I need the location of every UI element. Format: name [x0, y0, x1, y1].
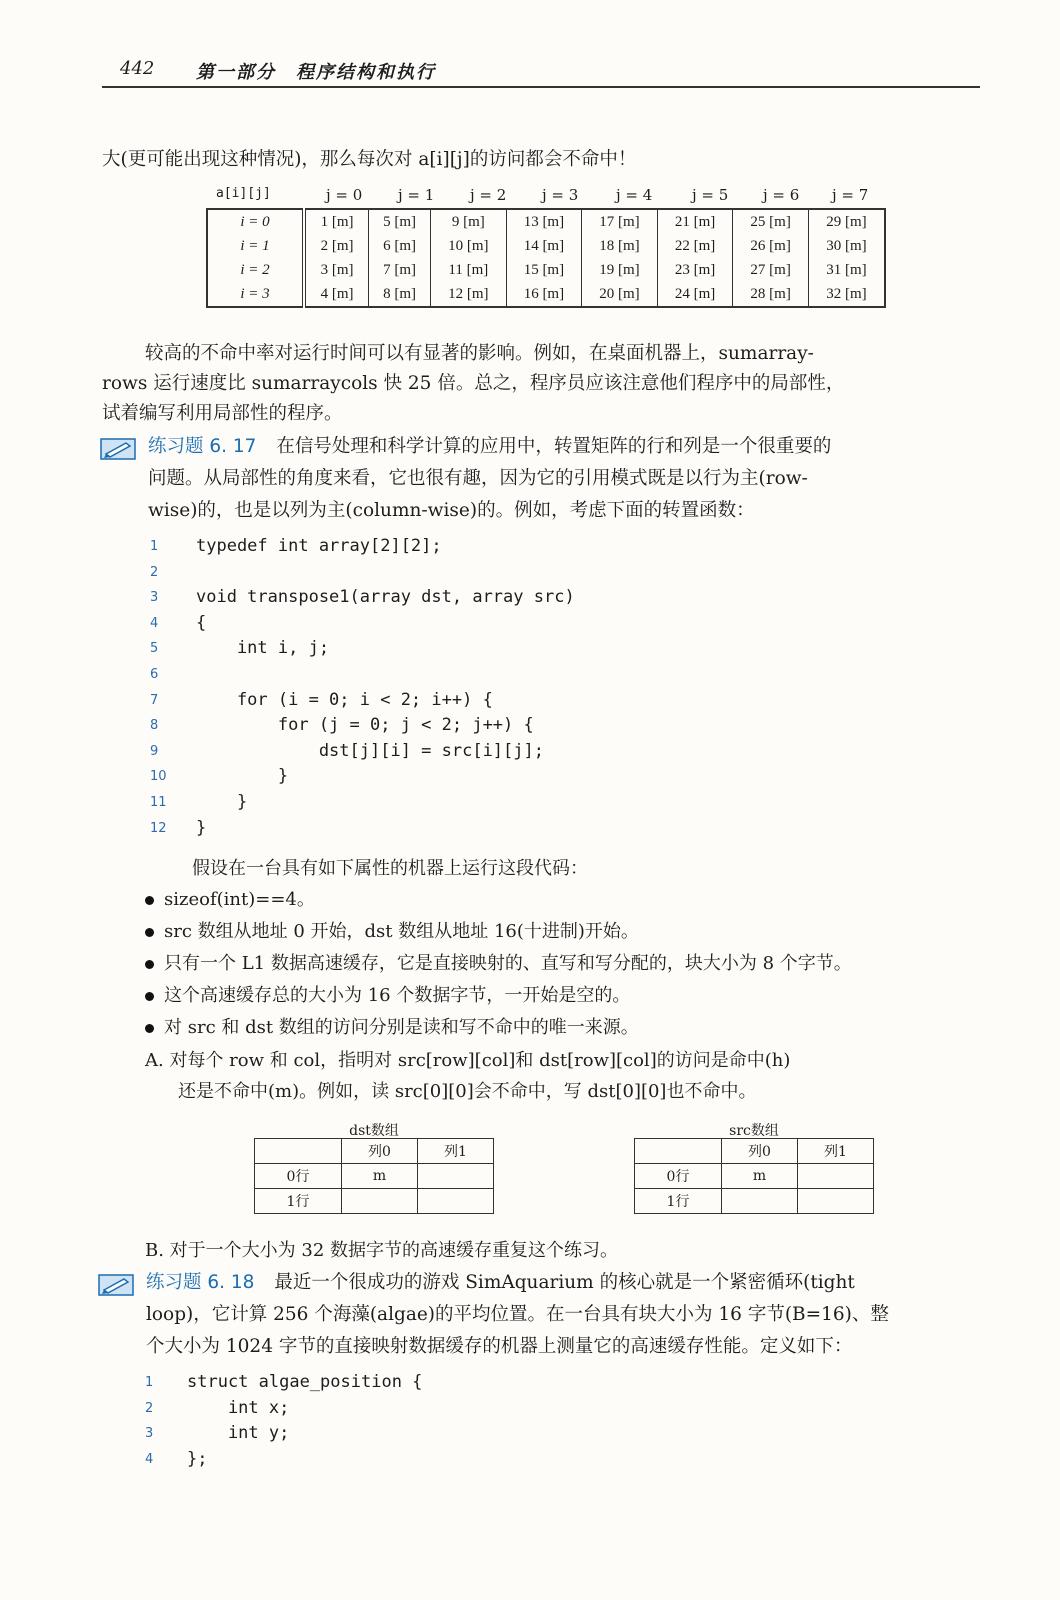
intro-line: 大(更可能出现这种情况)，那么每次对 a[i][j]的访问都会不命中！ — [102, 149, 637, 170]
row-label: i = 0 — [240, 213, 270, 230]
miss-cell: 10 [m] — [431, 234, 507, 258]
line-number: 11 — [150, 794, 167, 810]
header-rule — [102, 86, 980, 88]
miss-cell: 18 [m] — [582, 234, 658, 258]
part-b-line: B. 对于一个大小为 32 数据字节的高速缓存重复这个练习。 — [145, 1240, 619, 1261]
line-number: 2 — [150, 564, 159, 580]
miss-cell: 11 [m] — [431, 258, 507, 282]
code-text: void transpose1(array dst, array src) — [196, 587, 575, 608]
row-label: i = 1 — [240, 237, 270, 254]
line-number: 4 — [145, 1451, 154, 1467]
miss-cell: 20 [m] — [582, 282, 658, 307]
col-header: j = 4 — [616, 186, 653, 204]
code-text: } — [196, 791, 248, 812]
line-number: 12 — [150, 820, 167, 836]
dst-array-table — [254, 1120, 494, 1214]
code-line — [150, 713, 750, 739]
miss-row — [207, 209, 885, 234]
exercise-text: wise)的，也是以列为主(column-wise)的。例如，考虑下面的转置函数： — [148, 500, 755, 521]
code-text: dst[j][i] = src[i][j]; — [196, 740, 544, 761]
miss-cell: 29 [m] — [808, 209, 885, 234]
exercise-label: 练习题 6. 18 — [146, 1272, 255, 1293]
col-header: 列1 — [418, 1139, 494, 1164]
line-number: 8 — [150, 718, 159, 734]
code-line — [150, 688, 750, 714]
part-a-line: 还是不命中(m)。例如，读 src[0][0]会不命中，写 dst[0][0]也不命中。 — [178, 1081, 757, 1102]
exercise-text: 个大小为 1024 字节的直接映射数据缓存的机器上测量它的高速缓存性能。定义如下： — [146, 1336, 853, 1357]
row-label: 0行 — [635, 1164, 722, 1189]
code-line — [145, 1396, 745, 1422]
miss-cell: 6 [m] — [369, 234, 431, 258]
code-line — [145, 1447, 745, 1473]
code-line — [150, 585, 750, 611]
code-line — [150, 560, 750, 586]
hit-cell[interactable] — [418, 1189, 494, 1214]
line-number: 4 — [150, 615, 159, 631]
code-line — [145, 1421, 745, 1447]
hit-cell[interactable] — [798, 1189, 874, 1214]
code-line — [150, 534, 750, 560]
code-text: typedef int array[2][2]; — [196, 536, 442, 556]
miss-row — [207, 282, 885, 307]
miss-cell: 12 [m] — [431, 282, 507, 307]
para-line: 较高的不命中率对运行时间可以有显著的影响。例如，在桌面机器上，sumarray- — [145, 343, 814, 364]
miss-cell: 26 [m] — [733, 234, 809, 258]
miss-grid — [206, 208, 886, 308]
col-header: j = 3 — [542, 186, 579, 204]
code-text: for (i = 0; i < 2; i++) { — [196, 689, 493, 710]
line-number: 2 — [145, 1400, 154, 1416]
miss-cell: 27 [m] — [733, 258, 809, 282]
table-caption: src数组 — [729, 1123, 779, 1139]
hit-cell[interactable] — [342, 1189, 418, 1214]
hit-cell[interactable]: m — [722, 1164, 798, 1189]
code-line — [150, 636, 750, 662]
miss-cell: 17 [m] — [582, 209, 658, 234]
code-line — [150, 764, 750, 790]
exercise-6-18-heading — [146, 1267, 855, 1298]
code-line — [150, 790, 750, 816]
miss-cell: 21 [m] — [657, 209, 733, 234]
miss-row — [207, 258, 885, 282]
code-text: for (j = 0; j < 2; j++) { — [196, 715, 534, 736]
hit-cell[interactable] — [418, 1164, 494, 1189]
page-number: 442 — [120, 58, 155, 79]
line-number: 3 — [150, 590, 159, 606]
line-number: 9 — [150, 743, 159, 759]
src-array-table — [634, 1120, 874, 1214]
line-number: 10 — [150, 769, 167, 785]
col-header: j = 0 — [326, 186, 363, 204]
line-number: 1 — [150, 539, 159, 554]
miss-cell: 1 [m] — [304, 209, 369, 234]
miss-cell: 16 [m] — [506, 282, 582, 307]
col-header: 列1 — [798, 1139, 874, 1164]
miss-cell: 9 [m] — [431, 209, 507, 234]
miss-cell: 15 [m] — [506, 258, 582, 282]
code-line — [150, 611, 750, 637]
running-header — [102, 52, 982, 88]
hit-cell[interactable] — [722, 1189, 798, 1214]
assume-line: 假设在一台具有如下属性的机器上运行这段代码： — [192, 858, 588, 879]
code-text: struct algae_position { — [187, 1372, 423, 1392]
bullet-item: 只有一个 L1 数据高速缓存，它是直接映射的、直写和写分配的，块大小为 8 个字节。 — [145, 949, 852, 979]
miss-cell: 30 [m] — [808, 234, 885, 258]
row-label: 1行 — [635, 1189, 722, 1214]
line-number: 6 — [150, 666, 159, 682]
miss-cell: 23 [m] — [657, 258, 733, 282]
table-caption: dst数组 — [349, 1123, 399, 1139]
bullet-item: sizeof(int)==4。 — [145, 885, 315, 915]
corner-label: a[i][j] — [216, 186, 271, 201]
code-text: } — [196, 817, 207, 838]
miss-cell: 24 [m] — [657, 282, 733, 307]
line-number: 3 — [145, 1426, 154, 1442]
exercise-label: 练习题 6. 17 — [148, 436, 257, 457]
code-line — [150, 662, 750, 688]
pencil-exercise-icon — [100, 438, 136, 460]
miss-cell: 32 [m] — [808, 282, 885, 307]
miss-row — [207, 234, 885, 258]
exercise-text: 最近一个很成功的游戏 SimAquarium 的核心就是一个紧密循环(tight — [274, 1272, 855, 1293]
part-a-line: A. 对每个 row 和 col，指明对 src[row][col]和 dst[row][col]的访问是命中(h) — [145, 1050, 791, 1071]
code-text: { — [196, 612, 207, 633]
miss-table-header — [206, 184, 888, 208]
miss-cell: 28 [m] — [733, 282, 809, 307]
para-line: rows 运行速度比 sumarraycols 快 25 倍。总之，程序员应该注意他们程序中的局部性， — [102, 373, 845, 394]
col-header: j = 6 — [763, 186, 800, 204]
code-listing-transpose — [150, 534, 750, 841]
miss-cell: 8 [m] — [369, 282, 431, 307]
col-header: 列0 — [342, 1139, 418, 1164]
code-text: }; — [187, 1448, 208, 1469]
row-label: i = 2 — [240, 261, 270, 278]
code-line — [150, 816, 750, 842]
para-line: 试着编写利用局部性的程序。 — [102, 403, 343, 424]
col-header: j = 7 — [832, 186, 869, 204]
miss-cell: 25 [m] — [733, 209, 809, 234]
bullet-item: 这个高速缓存总的大小为 16 个数据字节，一开始是空的。 — [145, 981, 630, 1011]
part-title: 第一部分 程序结构和执行 — [196, 62, 436, 83]
row-label: 0行 — [255, 1164, 342, 1189]
pencil-exercise-icon — [98, 1274, 134, 1296]
row-label: i = 3 — [240, 285, 270, 302]
miss-table — [206, 184, 888, 308]
exercise-text: 在信号处理和科学计算的应用中，转置矩阵的行和列是一个很重要的 — [276, 436, 832, 457]
row-label: 1行 — [255, 1189, 342, 1214]
code-line — [150, 739, 750, 765]
exercise-text: 问题。从局部性的角度来看，它也很有趣，因为它的引用模式既是以行为主(row- — [148, 468, 808, 489]
col-header: 列0 — [722, 1139, 798, 1164]
miss-cell: 5 [m] — [369, 209, 431, 234]
code-text: int x; — [187, 1397, 290, 1418]
hit-cell[interactable] — [798, 1164, 874, 1189]
code-text: } — [196, 766, 289, 787]
bullet-item: 对 src 和 dst 数组的访问分别是读和写不命中的唯一来源。 — [145, 1013, 639, 1043]
bullet-item: src 数组从地址 0 开始，dst 数组从地址 16(十进制)开始。 — [145, 917, 639, 947]
miss-cell: 7 [m] — [369, 258, 431, 282]
miss-cell: 3 [m] — [304, 258, 369, 282]
miss-cell: 2 [m] — [304, 234, 369, 258]
exercise-text: loop)，它计算 256 个海藻(algae)的平均位置。在一台具有块大小为 16 字节(B=16)、整 — [146, 1304, 889, 1325]
code-text: int y; — [187, 1423, 290, 1444]
code-line — [145, 1370, 745, 1396]
miss-cell: 19 [m] — [582, 258, 658, 282]
col-header: j = 1 — [398, 186, 435, 204]
miss-cell: 22 [m] — [657, 234, 733, 258]
code-text: int i, j; — [196, 638, 330, 659]
code-listing-struct — [145, 1370, 745, 1472]
hit-cell[interactable]: m — [342, 1164, 418, 1189]
miss-cell: 13 [m] — [506, 209, 582, 234]
line-number: 1 — [145, 1375, 154, 1390]
col-header: j = 2 — [470, 186, 507, 204]
line-number: 5 — [150, 641, 159, 657]
miss-cell: 14 [m] — [506, 234, 582, 258]
exercise-6-17-heading — [148, 431, 831, 462]
miss-cell: 4 [m] — [304, 282, 369, 307]
col-header: j = 5 — [692, 186, 729, 204]
line-number: 7 — [150, 692, 159, 708]
miss-cell: 31 [m] — [808, 258, 885, 282]
